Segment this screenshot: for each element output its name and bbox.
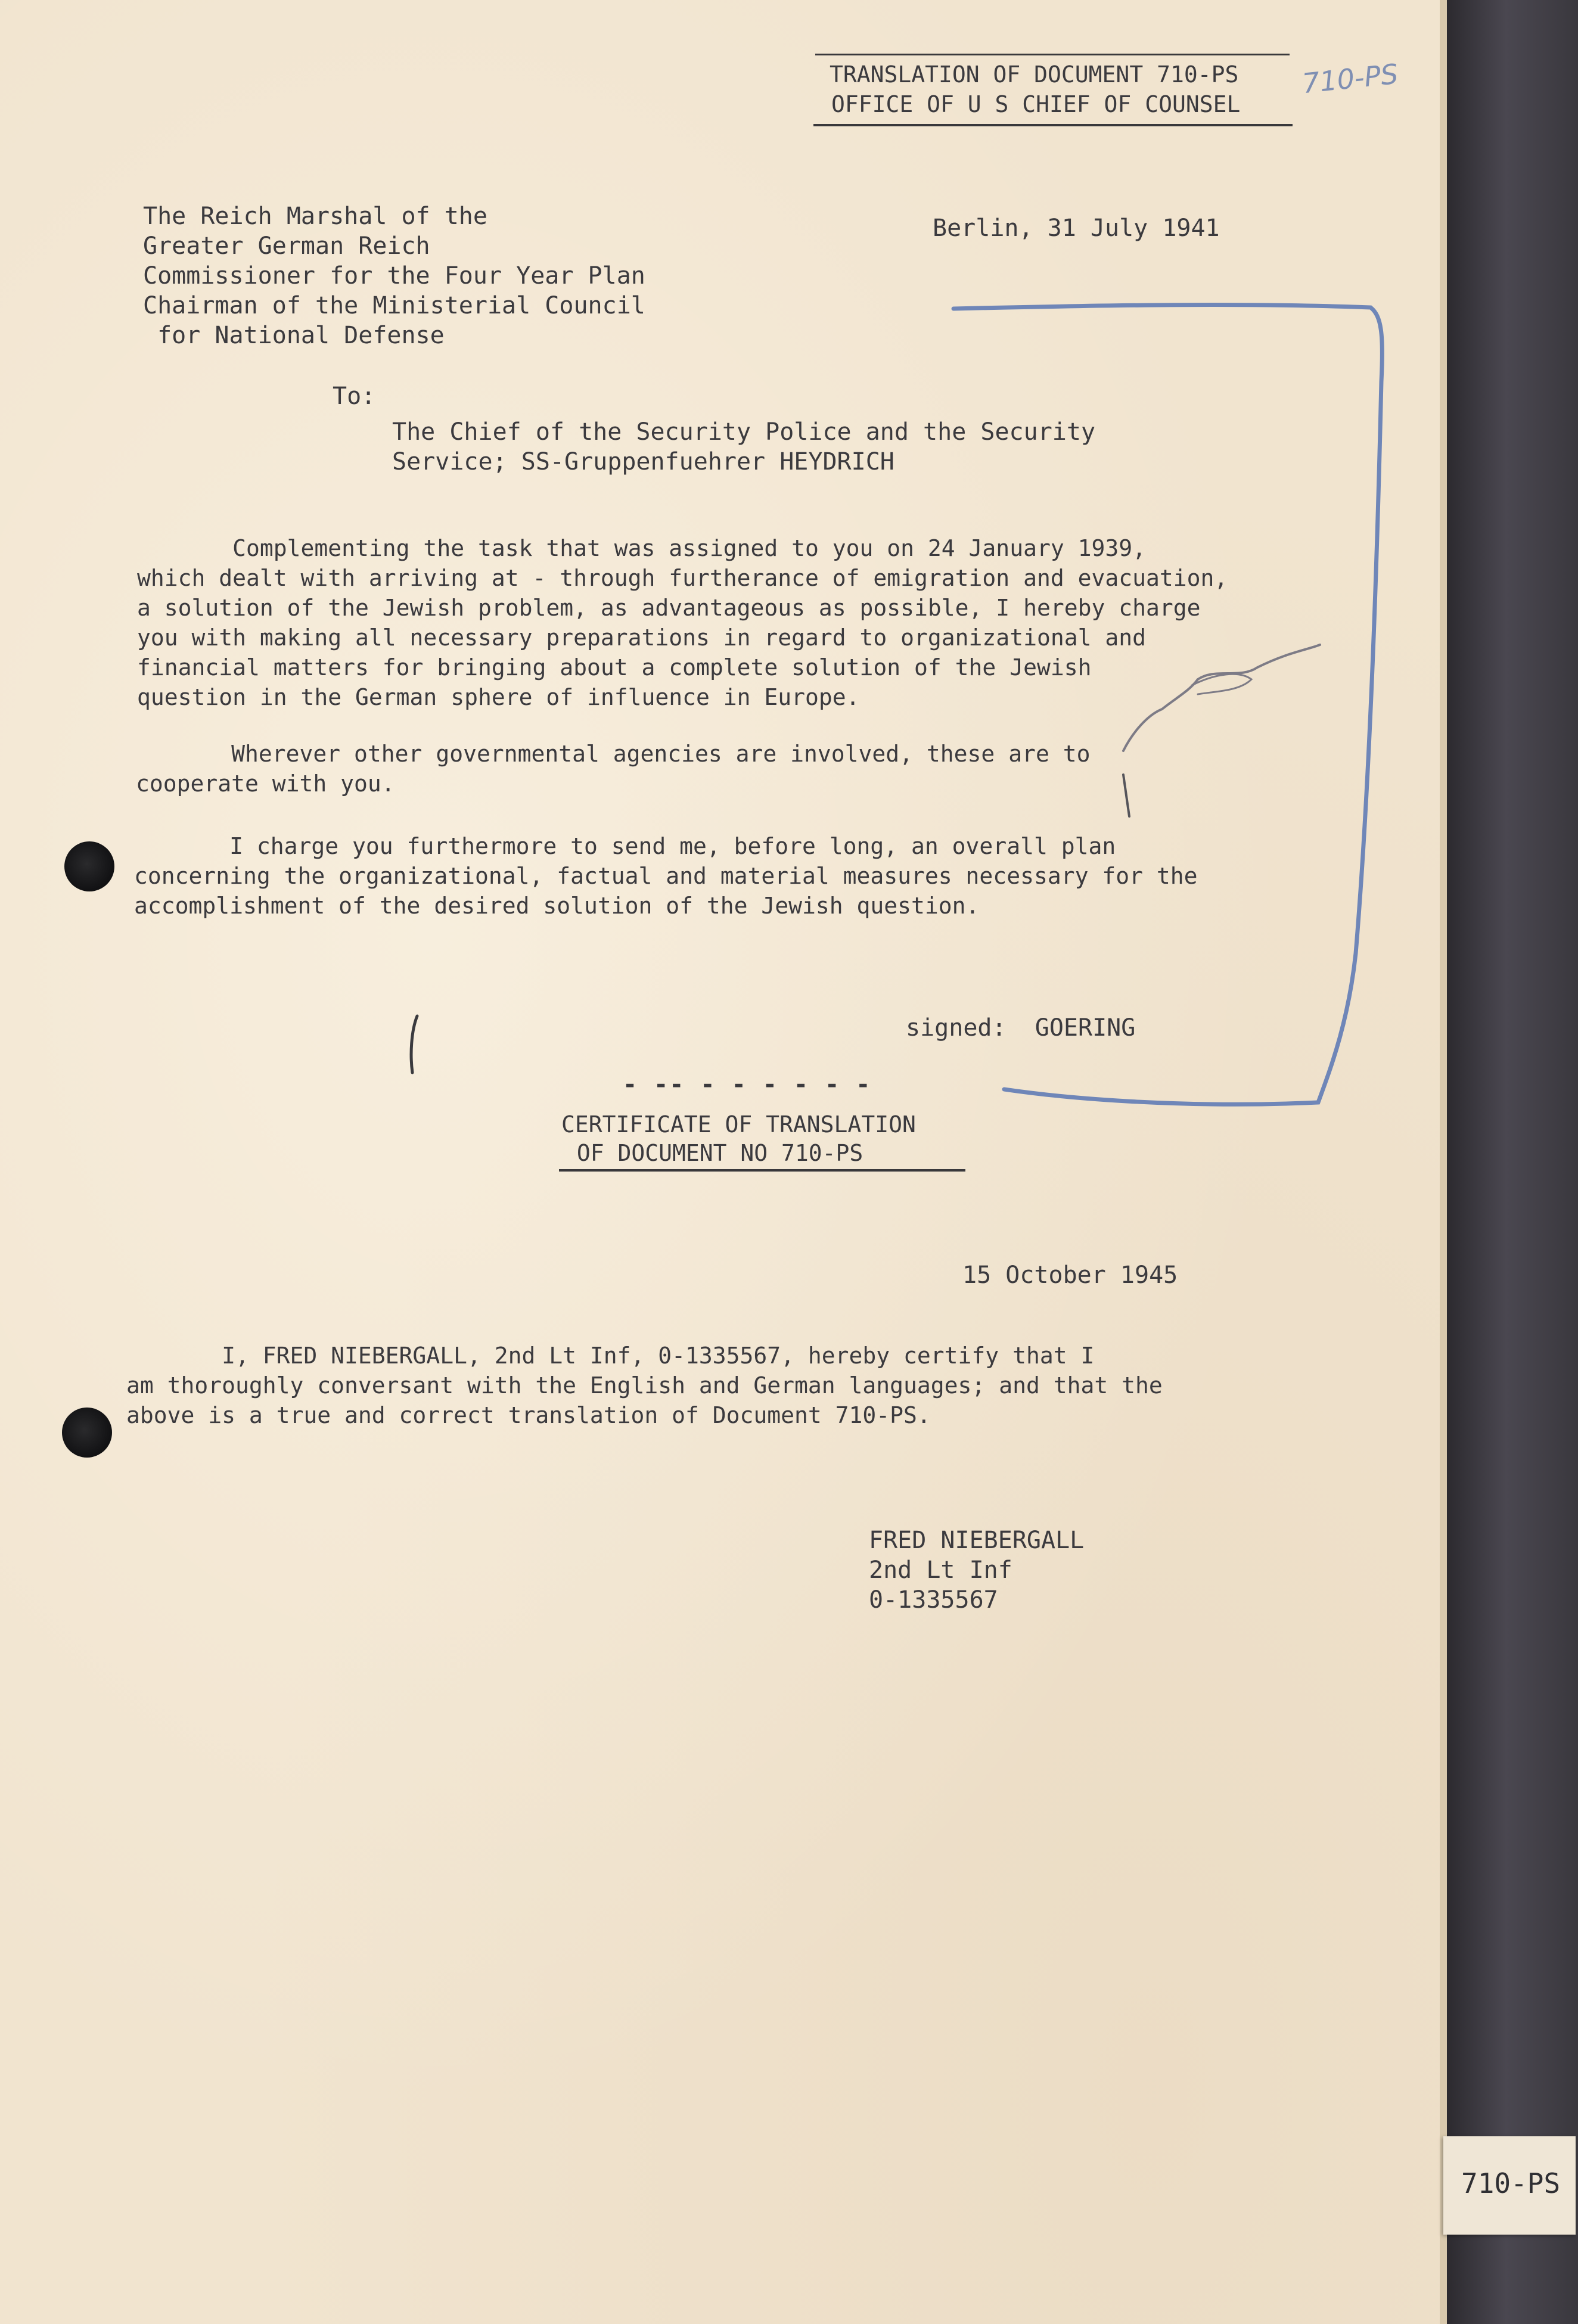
certificate-line: I, FRED NIEBERGALL, 2nd Lt Inf, 0-1335567, hereby certify that I (126, 1343, 1095, 1369)
certificate-text (126, 1341, 1163, 1430)
body-line: concerning the organizational, factual and material measures necessary for the (134, 863, 1198, 889)
body-paragraph-2 (136, 739, 1090, 799)
header-line-1: TRANSLATION OF DOCUMENT 710-PS (830, 61, 1239, 88)
body-line: cooperate with you. (136, 770, 395, 797)
signer-name: FRED NIEBERGALL (869, 1527, 1085, 1554)
certificate-line: above is a true and correct translation of Document 710-PS. (126, 1402, 931, 1428)
sender-line: The Reich Marshal of the (143, 203, 487, 230)
sender-block (143, 201, 645, 350)
certificate-title-line-2: OF DOCUMENT NO 710-PS (563, 1140, 863, 1166)
signer-serial: 0-1335567 (869, 1586, 998, 1614)
punch-hole (62, 1408, 112, 1458)
signer-block (869, 1525, 1084, 1615)
certificate-date: 15 October 1945 (962, 1262, 1178, 1289)
body-paragraph-3 (134, 831, 1197, 921)
header-line-2: OFFICE OF U S CHIEF OF COUNSEL (831, 91, 1241, 117)
body-line: which dealt with arriving at - through furtherance of emigration and evacuation, (137, 565, 1228, 591)
sender-line: for National Defense (143, 322, 445, 349)
body-line: Complementing the task that was assigned to you on 24 January 1939, (137, 535, 1146, 561)
sender-line: Greater German Reich (143, 232, 430, 260)
signer-rank: 2nd Lt Inf (869, 1556, 1012, 1584)
body-line: question in the German sphere of influence in Europe. (137, 684, 860, 710)
separator-dashes: - -- - - - - - - (623, 1071, 872, 1098)
paper-edge (1440, 0, 1447, 2324)
body-line: Wherever other governmental agencies are involved, these are to (136, 741, 1091, 767)
header-bottom-rule (813, 124, 1293, 126)
addressee-line: Service; SS-Gruppenfuehrer HEYDRICH (392, 448, 894, 476)
sender-line: Chairman of the Ministerial Council (143, 292, 645, 319)
place-date: Berlin, 31 July 1941 (933, 215, 1220, 242)
punch-hole (64, 841, 114, 891)
addressee-line: The Chief of the Security Police and the Security (392, 418, 1096, 446)
header-top-rule (815, 54, 1290, 55)
body-paragraph-1 (137, 533, 1228, 712)
body-line: a solution of the Jewish problem, as advantageous as possible, I hereby charge (137, 595, 1201, 621)
body-line: financial matters for bringing about a complete solution of the Jewish (137, 654, 1092, 681)
certificate-title-rule (559, 1169, 965, 1172)
body-line: accomplishment of the desired solution of the Jewish question. (134, 893, 980, 919)
sender-line: Commissioner for the Four Year Plan (143, 262, 645, 290)
certificate-line: am thoroughly conversant with the English and German languages; and that the (126, 1372, 1163, 1399)
pencil-reference-note: 710-PS (1300, 57, 1400, 100)
signature-line: signed: GOERING (906, 1014, 1136, 1042)
body-line: you with making all necessary preparations in regard to organizational and (137, 625, 1146, 651)
addressee-block (392, 417, 1095, 477)
to-label: To: (333, 383, 376, 410)
exhibit-tab (1443, 2136, 1576, 2235)
exhibit-tab-label: 710-PS (1461, 2167, 1561, 2199)
certificate-title-line-1: CERTIFICATE OF TRANSLATION (561, 1111, 916, 1138)
body-line: I charge you furthermore to send me, before long, an overall plan (134, 833, 1116, 859)
binder-background (1447, 0, 1578, 2324)
